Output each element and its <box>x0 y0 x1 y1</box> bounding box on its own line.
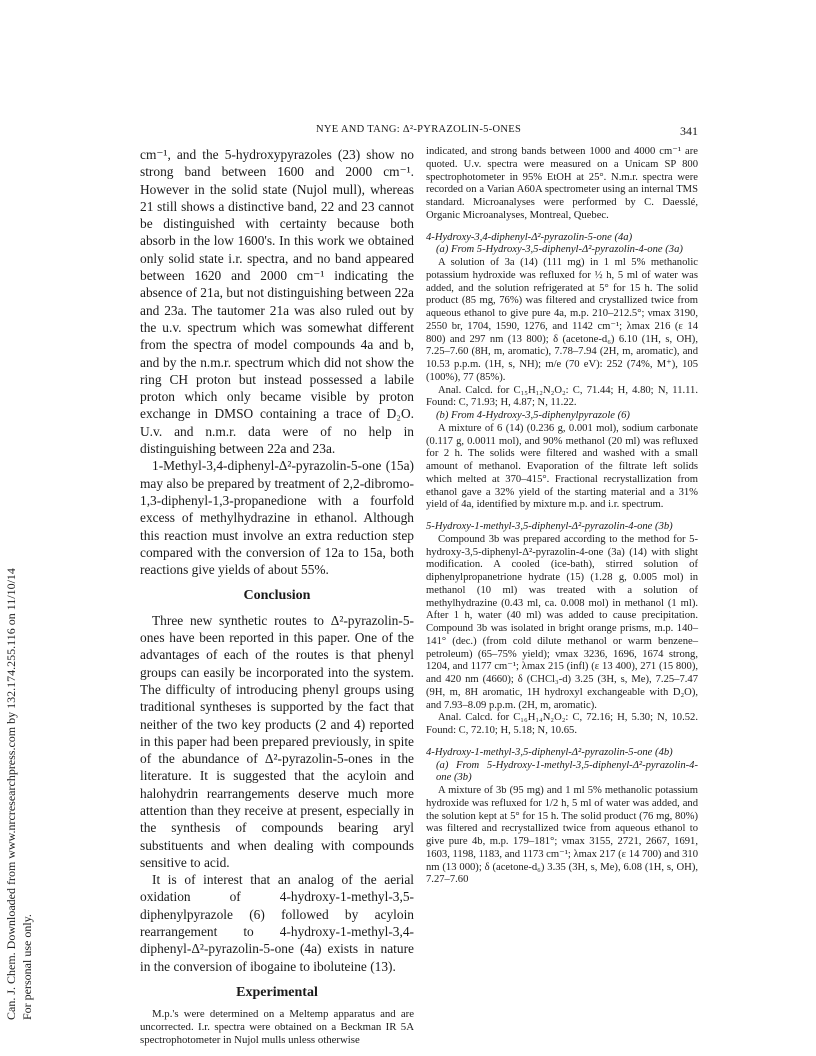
left-column <box>140 146 414 1047</box>
paragraph: A mixture of 6 (14) (0.236 g, 0.001 mol), sodium carbonate (0.117 g, 0.0011 mol), and 90% methanol (20 ml) was refluxed for 2 h. The solids were filtered and washed with a small amount of methanol. Evaporation of the filtrate left solids which melted at 370–415°. Fractional recrystallization from ethanol gave a 32% yield of the starting material and a 31% yield of 4a, identified by mixture m.p. and i.r. spectrum. <box>426 422 698 511</box>
paragraph: Three new synthetic routes to Δ²-pyrazolin-5-ones have been reported in this paper. One of the advantages of each of the routes is that phenyl groups can easily be incorporated into the system. The difficulty of introducing phenyl groups using traditional syntheses is supported by the fact that neither of the two key products (2 and 4) reported in this paper had been prepared previously, in spite of the abundance of Δ²-pyrazolin-5-ones in the literature. It is suggested that the acyloin and halohydrin rearrangements deserve much more attention than they receive at present, especially in the synthesis of compounds bearing aryl substituents and when dealing with compounds sensitive to acid. <box>140 612 414 870</box>
paragraph: cm⁻¹, and the 5-hydroxypyrazoles (23) show no strong band between 1600 and 2000 cm⁻¹. However in the solid state (Nujol mull), whereas 21 still shows a distinctive band, 22 and 23 cannot be distinguished with certainty because both absorb in the low 1600's. In this work we obtained only solid state i.r. spectra, and no band appeared between 1620 and 2000 cm⁻¹ indicating the absence of 21a, but not distinguishing between 22a and 23a. The tautomer 21a was also ruled out by the u.v. spectrum which was somewhat different from the spectra of model compounds 4a and b, and by the n.m.r. spectrum which did not show the ring CH proton but instead possessed a labile proton which only became visible by proton exchange in DMSO containing a trace of D₂O. U.v. and n.m.r. data were of no help in distinguishing between 22a and 23a. <box>140 147 414 457</box>
paragraph: It is of interest that an analog of the aerial oxidation of 4-hydroxy-1-methyl-3,5-diphenylpyrazole (6) followed by acyloin rearrangement to 4-hydroxy-1-methyl-3,4-diphenyl-Δ²-pyrazolin-5-one (4a) exists in nature in the conversion of ibogaine to iboluteine (13). <box>140 872 414 974</box>
paragraph: A solution of 3a (14) (111 mg) in 1 ml 5% methanolic potassium hydroxide was refluxed for ½ h, 5 ml of water was added, and the solution refrigerated at 5° for 15 h. The solid product (85 mg, 76%) was filtered and crystallized twice from aqueous ethanol to give pure 4a, m.p. 210–212.5°; νmax 3190, 2550 br, 1704, 1590, 1276, and 1142 cm⁻¹; λmax 216 (ε 14 800) and 297 nm (13 800); δ (acetone-d₆) 6.10 (1H, s, OH), 7.25–7.60 (8H, m, aromatic), 7.78–7.94 (2H, m, aromatic), and 10.53 p.p.m. (1H, s, NH); m/e (70 eV): 252 (74%, M⁺), 105 (100%), 77 (85%). <box>426 257 698 383</box>
running-head <box>0 124 816 140</box>
download-notice <box>2 200 38 1020</box>
download-notice-line1: Can. J. Chem. Downloaded from www.nrcresearchpress.com by 132.174.255.116 on 11/10/14 <box>4 568 18 1020</box>
paragraph: Compound 3b was prepared according to the method for 5-hydroxy-3,5-diphenyl-Δ²-pyrazolin-4-one (3a) (14) with slight modification. A cooled (ice-bath), stirred solution of diphenylpropanetrione hydrate (15) (1.28 g, 0.005 mol) in methanol (10 ml) was treated with a solution of methylhydrazine (0.43 ml, ca. 0.008 mol) in methanol (1 ml). After 1 h, water (40 ml) was added to cause precipitation. Compound 3b was isolated in bright orange prisms, m.p. 140–141° (dec.) (from cold dilute methanol or warm benzene–petroleum) (65–75% yield); νmax 3236, 1696, 1674 strong, 1204, and 1177 cm⁻¹; λmax 215 (infl) (ε 13 400), 271 (15 800), and 420 nm (4660); δ (CHCl₃-d) 3.25 (3H, s, Me), 7.25–7.47 (9H, m, 8H aromatic, 1H hydroxyl exchangeable with D₂O), and 7.93–8.09 p.p.m. (2H, m, aromatic). <box>426 533 698 711</box>
download-notice-line2: For personal use only. <box>20 914 34 1020</box>
paragraph: A mixture of 3b (95 mg) and 1 ml 5% methanolic potassium hydroxide was refluxed for 1/2 h, 5 ml of water was added, and the solution kept at 5° for 15 h. The solid product (76 mg, 80%) was filtered and recrystallized twice from aqueous ethanol to give pure 4b, m.p. 179–181°; νmax 3155, 2721, 2667, 1691, 1603, 1198, 1183, and 1173 cm⁻¹; λmax 217 (ε 14 700) and 310 nm (13 000); δ (acetone-d₆) 3.35 (3H, s, Me), 6.08 (1H, s, OH), 7.27–7.60 <box>426 785 698 886</box>
subsection-heading: 4-Hydroxy-3,4-diphenyl-Δ²-pyrazolin-5-one (4a) <box>426 231 633 243</box>
paragraph: Anal. Calcd. for C₁₆H₁₄N₂O₂: C, 72.16; H, 5.30; N, 10.52. Found: C, 72.10; H, 5.18; N, 10.65. <box>426 712 698 736</box>
paragraph: 1-Methyl-3,4-diphenyl-Δ²-pyrazolin-5-one (15a) may also be prepared by treatment of 2,2-dibromo-1,3-diphenyl-1,3-propanedione with a fourfold excess of methylhydrazine in ethanol. Although this reaction must involve an extra reduction step compared with the conversion of 12a to 15a, both reactions give yields of about 55%. <box>140 458 414 578</box>
section-heading-conclusion: Conclusion <box>243 588 311 604</box>
right-column <box>426 146 698 887</box>
paragraph: M.p.'s were determined on a Meltemp apparatus and are uncorrected. I.r. spectra were obtained on a Beckman IR 5A spectrophotometer in Nujol mulls unless otherwise <box>140 1008 414 1046</box>
subsection-subheading: (a) From 5-Hydroxy-1-methyl-3,5-diphenyl-Δ²-pyrazolin-4-one (3b) <box>436 759 698 784</box>
section-heading-experimental: Experimental <box>236 984 318 1000</box>
page-number: 341 <box>680 124 698 138</box>
subsection-subheading: (a) From 5-Hydroxy-3,5-diphenyl-Δ²-pyrazolin-4-one (3a) <box>436 244 683 256</box>
running-head-title: NYE AND TANG: Δ²-PYRAZOLIN-5-ONES <box>316 124 522 135</box>
subsection-heading: 4-Hydroxy-1-methyl-3,5-diphenyl-Δ²-pyrazolin-5-one (4b) <box>426 746 673 758</box>
paragraph: Anal. Calcd. for C₁₅H₁₂N₂O₂: C, 71.44; H, 4.80; N, 11.11. Found: C, 71.93; H, 4.87; N, 11.22. <box>426 384 698 409</box>
subsection-subheading: (b) From 4-Hydroxy-3,5-diphenylpyrazole (6) <box>436 410 630 421</box>
paragraph: indicated, and strong bands between 1000 and 4000 cm⁻¹ are quoted. U.v. spectra were measured on a Unicam SP 800 spectrophotometer in 95% EtOH at 25°. N.m.r. spectra were recorded on a Varian A60A spectrometer using an internal TMS standard. Microanalyses were performed by C. Daesslé, Organic Microanalyses, Montreal, Quebec. <box>426 146 698 221</box>
subsection-heading: 5-Hydroxy-1-methyl-3,5-diphenyl-Δ²-pyrazolin-4-one (3b) <box>426 521 673 532</box>
